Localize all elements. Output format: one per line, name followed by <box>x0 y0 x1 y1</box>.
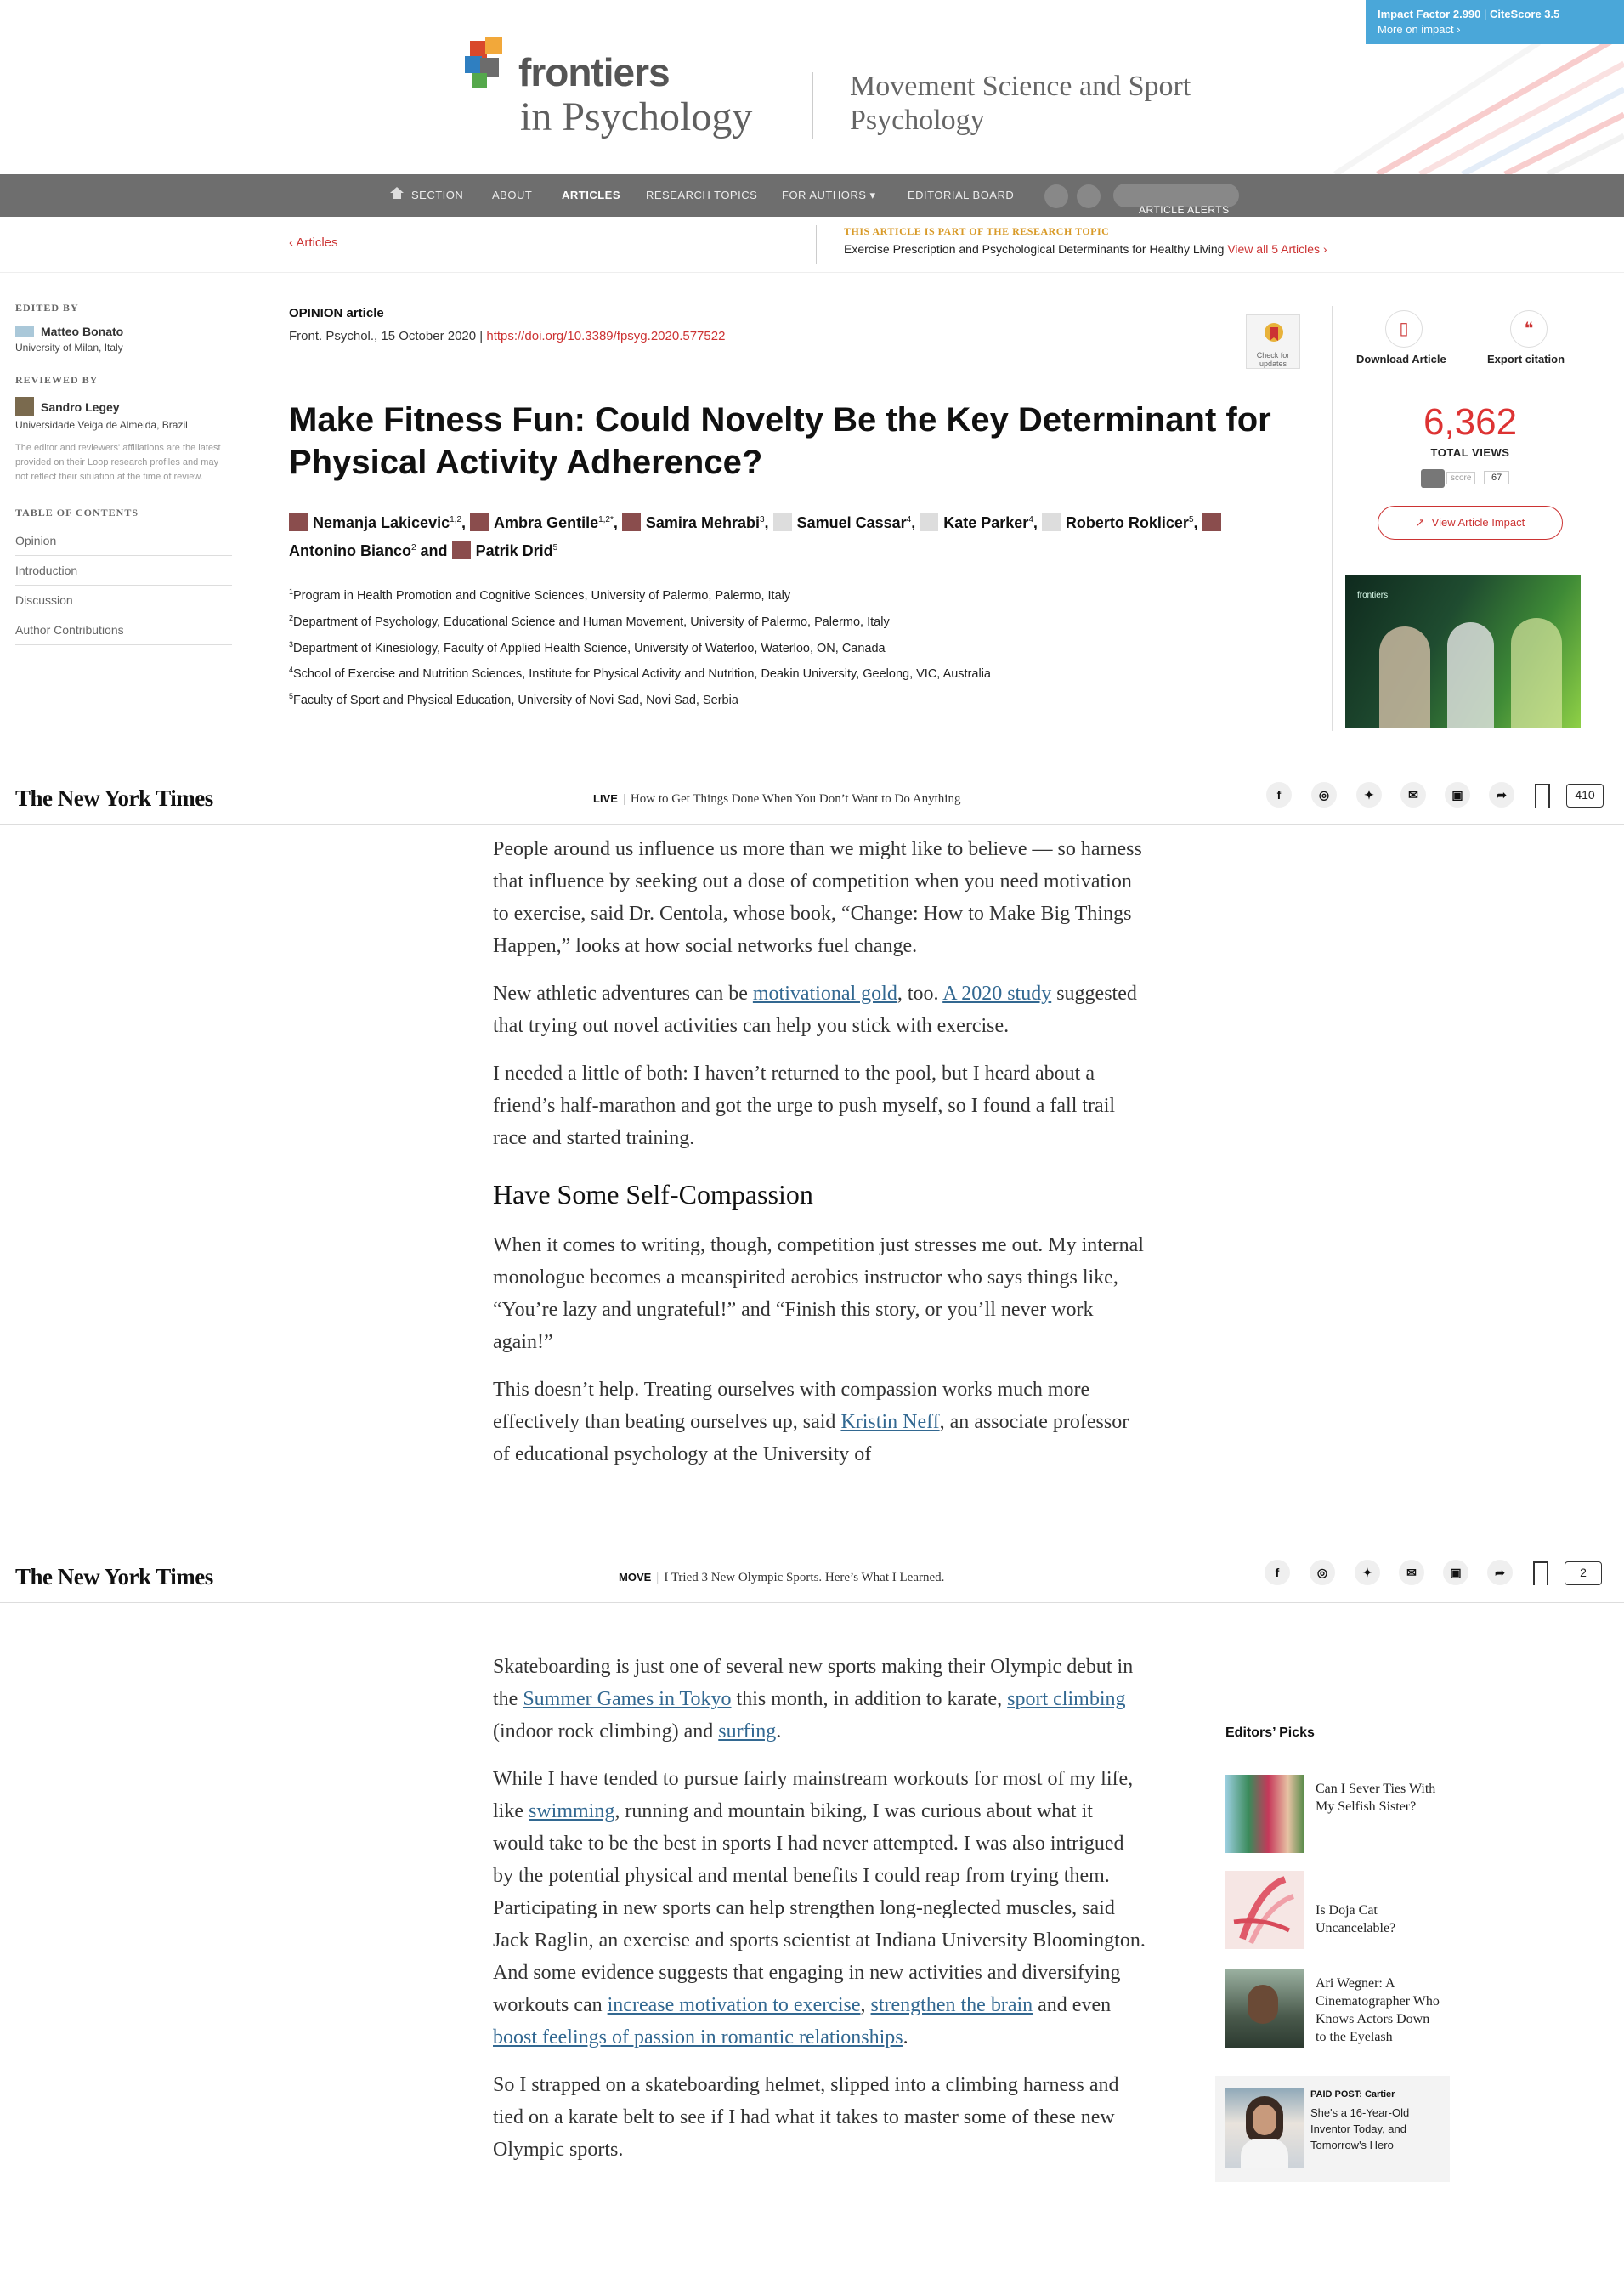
citation-line <box>289 329 1283 343</box>
right-column-divider <box>1332 306 1333 731</box>
author[interactable] <box>1042 514 1198 531</box>
editors-pick-title[interactable]: Is Doja Cat Uncancelable? <box>1316 1903 1396 1935</box>
affiliation-number: 4 <box>289 666 294 675</box>
increase-motivation-link[interactable]: increase motivation to exercise <box>607 1994 861 2016</box>
author-separator: and <box>416 542 448 559</box>
nav-articles[interactable]: ARTICLES <box>562 189 620 201</box>
nyt-article-1 <box>0 731 1624 1537</box>
author[interactable] <box>773 514 916 531</box>
author-affiliation-number: 4 <box>906 515 912 524</box>
editors-pick-thumbnail <box>1225 1775 1304 1853</box>
text: . <box>903 2026 908 2048</box>
nav-for-authors[interactable]: FOR AUTHORS ▾ <box>782 189 876 201</box>
editor-affiliation: University of Milan, Italy <box>15 342 123 354</box>
toc-label: TABLE OF CONTENTS <box>15 507 139 518</box>
author-separator: , <box>911 514 916 531</box>
toc-item-author-contributions[interactable]: Author Contributions <box>15 615 232 645</box>
edited-by-label: EDITED BY <box>15 302 79 314</box>
share-icon[interactable]: ➦ <box>1489 782 1514 808</box>
author-separator: , <box>613 514 618 531</box>
text: and even <box>1033 1994 1112 2016</box>
download-article-link[interactable]: Download Article <box>1356 353 1446 366</box>
paid-post-thumbnail <box>1225 2088 1304 2168</box>
view-all-articles-link[interactable]: View all 5 Articles › <box>1227 242 1327 256</box>
author[interactable] <box>452 542 558 559</box>
portrait-head <box>1248 1985 1278 2024</box>
author-affiliation-number: 3 <box>759 515 765 524</box>
article-title: Make Fitness Fun: Could Novelty Be the Key Determinant for Physical Activity Adherence? <box>289 401 1271 481</box>
gift-icon[interactable]: ▣ <box>1445 782 1470 808</box>
export-citation-link[interactable]: Export citation <box>1487 353 1565 366</box>
author-affiliation-number: 5 <box>552 543 558 552</box>
kristin-neff-link[interactable]: Kristin Neff <box>840 1411 940 1433</box>
affiliation-number: 5 <box>289 692 294 701</box>
author-name[interactable]: Roberto Roklicer <box>1065 514 1189 531</box>
total-views-count: 6,362 <box>1423 401 1518 443</box>
reviewed-by-label: REVIEWED BY <box>15 374 99 386</box>
view-article-impact-label: View Article Impact <box>1431 516 1525 529</box>
twitter-icon[interactable] <box>1044 184 1068 208</box>
affiliation-text: Program in Health Promotion and Cognitive Sciences, University of Palermo, Palermo, Italy <box>293 588 791 603</box>
author-name[interactable]: Samuel Cassar <box>796 514 907 531</box>
editors-picks-heading: Editors’ Picks <box>1225 1726 1315 1740</box>
more-on-impact-link[interactable]: More on impact › <box>1378 23 1461 36</box>
affiliation-number: 2 <box>289 613 294 622</box>
nav-editorial-board[interactable]: EDITORIAL BOARD <box>908 189 1015 201</box>
surfing-link[interactable]: surfing <box>718 1720 777 1742</box>
comments-button[interactable] <box>1566 784 1604 808</box>
editors-pick-thumbnail <box>1225 1969 1304 2048</box>
author[interactable] <box>622 514 769 531</box>
frontiers-ad-image[interactable] <box>1345 575 1581 728</box>
table-of-contents <box>15 526 232 645</box>
trend-chart-icon: ↗ <box>1415 516 1425 529</box>
editors-pick-item[interactable] <box>1225 1871 1455 1949</box>
author-affiliation-number: 5 <box>1188 515 1194 524</box>
altmetric-badge[interactable] <box>1421 469 1521 488</box>
portrait-coat <box>1241 2139 1288 2168</box>
paid-post-card[interactable] <box>1215 2076 1450 2182</box>
impact-factor: Impact Factor 2.990 <box>1378 8 1481 20</box>
author-name[interactable]: Samira Mehrabi <box>645 514 760 531</box>
author-name[interactable]: Antonino Bianco <box>289 542 411 559</box>
nyt-article-title-bar: MOVE | I Tried 3 New Olympic Sports. Here’s What I Learned. <box>619 1571 945 1584</box>
text: , too. <box>897 983 943 1005</box>
article-type: OPINION article <box>289 306 384 320</box>
nyt2-body <box>493 1651 1147 2181</box>
author-affiliation-number: 4 <box>1028 515 1033 524</box>
toc-item-discussion[interactable]: Discussion <box>15 586 232 615</box>
swimming-link[interactable]: swimming <box>529 1800 615 1822</box>
research-topic-label: THIS ARTICLE IS PART OF THE RESEARCH TOPIC <box>844 225 1110 237</box>
affiliation-item <box>289 607 1283 633</box>
author-name[interactable]: Ambra Gentile <box>494 514 599 531</box>
comments-count: 410 <box>1575 788 1595 802</box>
bar-headline: I Tried 3 New Olympic Sports. Here’s What I Learned. <box>664 1571 945 1584</box>
email-icon[interactable]: ✉ <box>1399 1560 1424 1585</box>
author[interactable] <box>470 514 618 531</box>
editor-name[interactable]: Matteo Bonato <box>41 325 124 338</box>
editors-pick-title[interactable]: Ari Wegner: A Cinematographer Who Knows Actors Down to the Eyelash <box>1316 1976 1440 2044</box>
check-for-updates-label: Check for updates <box>1256 351 1290 368</box>
paragraph <box>493 1651 1147 1748</box>
author-separator: , <box>764 514 769 531</box>
author-affiliation-number: 1,2* <box>598 515 614 524</box>
reviewer[interactable] <box>15 397 232 416</box>
text: , <box>860 1994 871 2016</box>
article-header <box>289 306 1283 711</box>
rss-icon[interactable] <box>1077 184 1101 208</box>
scientist-figure-3 <box>1511 618 1562 728</box>
text: , an associate professor of educational psychology at the University of <box>493 1411 1129 1465</box>
frontiers-subbar <box>0 217 1624 273</box>
portrait-face <box>1253 2105 1276 2135</box>
affiliation-item <box>289 685 1283 711</box>
nav-section[interactable]: SECTION <box>411 189 464 201</box>
affiliation-number: 3 <box>289 639 294 649</box>
text: Skateboarding is just one of several new sports making their Olympic debut in the <box>493 1656 1134 1710</box>
frontiers-logo-text[interactable]: frontiers <box>518 50 670 94</box>
author-avatar <box>470 513 489 531</box>
whatsapp-icon[interactable]: ◎ <box>1311 782 1337 808</box>
editor[interactable] <box>15 325 232 338</box>
articles-breadcrumb[interactable]: ‹ Articles <box>289 235 338 250</box>
paragraph <box>493 978 1147 1042</box>
view-article-impact-button[interactable] <box>1378 506 1563 540</box>
author-avatar <box>773 513 792 531</box>
author-separator: , <box>1193 514 1198 531</box>
research-topic-title[interactable]: Exercise Prescription and Psychological Determinants for Healthy Living <box>844 242 1225 256</box>
affiliation-text: Department of Kinesiology, Faculty of Applied Health Science, University of Waterloo, Waterloo, ON, Canada <box>293 641 886 655</box>
paragraph <box>493 1374 1147 1470</box>
nyt-header-2 <box>0 1544 1624 1603</box>
text: , running and mountain biking, I was curious about what it would take to be the best in sports I had never attempted. I was also intrigued by the potential physical and mental benefits I could reap from trying them. Participating in new sports can help strengthen long-neglected muscles, said Jack Raglin, an exercise and sports scientist at Indiana University Bloomington. And some evidence suggests that engaging in new activities and diversifying workouts can <box>493 1800 1146 2016</box>
section-label[interactable]: MOVE <box>619 1571 652 1584</box>
paid-post-title[interactable]: She's a 16-Year-Old Inventor Today, and Tomorrow's Hero <box>1310 2106 1410 2151</box>
frontiers-header <box>0 0 1624 174</box>
bookmark-icon[interactable] <box>1533 1561 1548 1585</box>
doja-cat-illustration <box>1225 1871 1304 1949</box>
journal-name[interactable]: in Psychology <box>520 94 753 139</box>
doi-link[interactable]: https://doi.org/10.3389/fpsyg.2020.577522 <box>486 329 726 343</box>
nyt-logo[interactable]: The New York Times <box>15 1564 213 1590</box>
sport-climbing-link[interactable]: sport climbing <box>1007 1688 1126 1710</box>
text: This doesn’t help. Treating ourselves with compassion works much more effectively than beating ourselves up, said <box>493 1379 1090 1433</box>
text: suggested that trying out novel activities can help you stick with exercise. <box>493 983 1137 1037</box>
reviewer-name[interactable]: Sandro Legey <box>41 400 120 414</box>
frontiers-nav <box>0 174 1624 217</box>
logo-divider <box>812 72 813 139</box>
comments-button[interactable] <box>1565 1561 1602 1585</box>
author-separator: , <box>1033 514 1038 531</box>
author[interactable] <box>920 514 1038 531</box>
article-sidebar <box>15 302 232 645</box>
share-icon[interactable]: ➦ <box>1487 1560 1513 1585</box>
affiliation-item <box>289 633 1283 660</box>
editors-pick-thumbnail <box>1225 1871 1304 1949</box>
toc-item-opinion[interactable]: Opinion <box>15 526 232 556</box>
bookmark-icon <box>1264 322 1284 348</box>
editors-pick-title[interactable]: Can I Sever Ties With My Selfish Sister? <box>1316 1782 1436 1814</box>
nyt-article-title-bar: LIVE | How to Get Things Done When You Don’t Want to Do Anything <box>593 792 961 806</box>
author-list <box>289 507 1292 564</box>
comments-count: 2 <box>1580 1566 1587 1579</box>
twitter-icon[interactable]: ✦ <box>1355 1560 1380 1585</box>
toc-item-introduction[interactable]: Introduction <box>15 556 232 586</box>
reviewer-avatar <box>15 397 34 416</box>
paragraph: When it comes to writing, though, competition just stresses me out. My internal monologue becomes a meanspirited aerobics instructor who says things like, “You’re lazy and ungrateful!” and “Finish this story, or you’ll never work again!” <box>493 1234 1144 1353</box>
text: (indoor rock climbing) and <box>493 1720 719 1742</box>
author-name[interactable]: Patrik Drid <box>475 542 553 559</box>
author-name[interactable]: Nemanja Lakicevic <box>313 514 450 531</box>
citation-text: Front. Psychol., 15 October 2020 | <box>289 329 487 343</box>
text: While I have tended to pursue fairly mainstream workouts for most of my life, like <box>493 1768 1134 1822</box>
paragraph: People around us influence us more than we might like to believe — so harness that influence by seeking out a dose of competition when you need motivation to exercise, said Dr. Centola, whose book, “Change: How to Make Big Things Happen,” looks at how social networks fuel change. <box>493 838 1142 957</box>
nav-about[interactable]: ABOUT <box>492 189 533 201</box>
affiliation-item <box>289 581 1283 607</box>
section-heading: Have Some Self-Compassion <box>493 1179 813 1210</box>
article-metrics-panel <box>1351 306 1589 578</box>
research-topic <box>844 242 1327 256</box>
nyt-logo[interactable]: The New York Times <box>15 785 213 811</box>
whatsapp-icon[interactable]: ◎ <box>1310 1560 1335 1585</box>
affiliation-text: School of Exercise and Nutrition Sciences, Institute for Physical Activity and Nutrition, Deakin University, Geelong, VIC, Australia <box>293 667 991 682</box>
editor-avatar <box>15 326 34 337</box>
affiliation-list <box>289 581 1283 711</box>
affiliation-text: Faculty of Sport and Physical Education, University of Novi Sad, Novi Sad, Serbia <box>293 694 738 708</box>
strengthen-brain-link[interactable]: strengthen the brain <box>870 1994 1033 2016</box>
frontiers-page <box>0 0 1624 731</box>
author-avatar <box>622 513 641 531</box>
check-for-updates-badge[interactable] <box>1246 314 1300 369</box>
text: . <box>776 1720 782 1742</box>
author[interactable] <box>289 514 466 531</box>
nyt-header-1 <box>0 765 1624 824</box>
journal-section-line2: Psychology <box>850 105 985 136</box>
editors-pick-item[interactable] <box>1225 1775 1455 1853</box>
paragraph <box>493 1763 1147 2054</box>
affiliation-number: 1 <box>289 587 294 596</box>
section-label[interactable]: LIVE <box>593 792 618 805</box>
text: New athletic adventures can be <box>493 983 753 1005</box>
facebook-icon[interactable]: f <box>1266 782 1292 808</box>
motivational-gold-link[interactable]: motivational gold <box>752 983 897 1005</box>
bar-headline: How to Get Things Done When You Don’t Want to Do Anything <box>630 792 961 806</box>
author-avatar <box>289 513 308 531</box>
journal-section-line1: Movement Science and Sport <box>850 71 1191 102</box>
subbar-divider <box>816 225 817 264</box>
paragraph: So I strapped on a skateboarding helmet, slipped into a climbing harness and tied on a karate belt to see if I had what it takes to master some of these new Olympic sports. <box>493 2074 1119 2161</box>
facebook-icon[interactable]: f <box>1265 1560 1290 1585</box>
nyt1-body <box>493 833 1147 1486</box>
author-avatar <box>1202 513 1221 531</box>
altmetric-label: score <box>1446 472 1475 484</box>
altmetric-donut-icon <box>1421 469 1445 488</box>
journal-section <box>850 70 1191 138</box>
scientist-figure-2 <box>1447 622 1494 728</box>
author-avatar <box>452 541 471 559</box>
altmetric-score: 67 <box>1484 471 1509 484</box>
summer-games-link[interactable]: Summer Games in Tokyo <box>523 1688 732 1710</box>
author-separator: , <box>461 514 467 531</box>
author-affiliation-number: 1,2 <box>450 515 462 524</box>
text: this month, in addition to karate, <box>731 1688 1008 1710</box>
paragraph: I needed a little of both: I haven’t returned to the pool, but I heard about a friend’s half-marathon and got the urge to push myself, so I found a fall trail race and started training. <box>493 1062 1116 1149</box>
affiliation-note: The editor and reviewers' affiliations are the latest provided on their Loop research profiles and may not reflect their situation at the time of review. <box>15 443 221 482</box>
citescore: CiteScore 3.5 <box>1490 8 1560 20</box>
boost-passion-link[interactable]: boost feelings of passion in romantic relationships <box>493 2026 903 2048</box>
scientist-figure-1 <box>1379 626 1430 728</box>
impact-factor-banner[interactable]: Impact Factor 2.990 | CiteScore 3.5 More on impact › <box>1366 0 1624 44</box>
affiliation-text: Department of Psychology, Educational Science and Human Movement, University of Palermo, Palermo, Italy <box>293 615 890 629</box>
author-name[interactable]: Kate Parker <box>943 514 1029 531</box>
author-avatar <box>1042 513 1061 531</box>
editors-pick-item[interactable] <box>1225 1969 1455 2048</box>
author-avatar <box>920 513 938 531</box>
study-2020-link[interactable]: A 2020 study <box>942 983 1052 1005</box>
total-views-label: TOTAL VIEWS <box>1430 446 1510 459</box>
article-alerts-button[interactable] <box>1113 184 1239 216</box>
quote-icon[interactable]: ❝ <box>1510 310 1548 348</box>
email-icon[interactable]: ✉ <box>1400 782 1426 808</box>
home-icon[interactable] <box>389 186 405 200</box>
reviewer-affiliation: Universidade Veiga de Almeida, Brazil <box>15 419 188 431</box>
author-affiliation-number: 2 <box>410 543 416 552</box>
frontiers-logo-icon[interactable] <box>463 34 516 95</box>
ad-brand-text: frontiers <box>1357 591 1389 600</box>
pdf-icon[interactable]: ▯ <box>1385 310 1423 348</box>
affiliation-item <box>289 659 1283 685</box>
paid-post-label: PAID POST: Cartier <box>1310 2089 1395 2100</box>
gift-icon[interactable]: ▣ <box>1443 1560 1468 1585</box>
bookmark-icon[interactable] <box>1535 784 1550 808</box>
nav-research-topics[interactable]: RESEARCH TOPICS <box>646 189 758 201</box>
article-alerts-label: ARTICLE ALERTS <box>1139 204 1230 216</box>
twitter-icon[interactable]: ✦ <box>1356 782 1382 808</box>
